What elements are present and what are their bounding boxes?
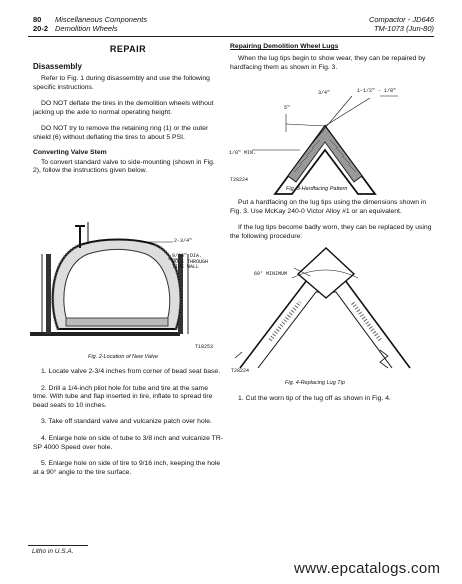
section-title: Miscellaneous Components <box>55 15 148 24</box>
lugs-para-2: Put a hardfacing on the lug tips using the dimensions shown in Fig. 3. Use McKay 240-0 Victor Alloy #1 or an equivalent. <box>230 199 427 215</box>
fig2-label-b3: TIRE WALL <box>172 264 200 270</box>
lugs-para-3: If the lug tips become badly worn, they can be replaced by using the following procedure: <box>230 224 432 240</box>
manual-id: TM-1073 <box>373 24 404 33</box>
converting-heading: Converting Valve Stem <box>33 148 107 156</box>
footer-rule <box>28 545 88 546</box>
fig2-code: T18253 <box>195 344 214 350</box>
fig2-tire-cross-section <box>28 214 208 354</box>
disassembly-para-2: DO NOT deflate the tires in the demolition wheels without jacking up the axle to normal operating height. <box>33 100 214 116</box>
manual-date: (Jun-80) <box>406 24 434 33</box>
header-right <box>369 15 434 33</box>
step-1: 1. Locate valve 2-3/4 inches from corner of bead seat base. <box>41 368 221 375</box>
left-column <box>33 40 223 176</box>
step-2: 2. Drill a 1/4-inch pilot hole for tube and tire at the same time. With tube and flap inserted in tire, inflate to spread tire bead seats to 10 inches. <box>33 384 213 409</box>
subsection-title: Demolition Wheels <box>55 24 118 33</box>
fig4-code: T28224 <box>231 368 250 374</box>
right-text-middle <box>230 199 432 241</box>
fig3-hardfacing-diagram <box>230 84 430 194</box>
converting-para: To convert standard valve to side-mounting (shown in Fig. 2), follow the instructions given below. <box>33 158 215 175</box>
page-number: 80 <box>33 15 42 24</box>
fig3-code: T28224 <box>230 177 249 183</box>
machine-name: Compactor - JD646 <box>368 15 434 24</box>
litho-note: Litho in U.S.A. <box>32 548 74 555</box>
left-steps <box>33 368 223 477</box>
disassembly-para-3: DO NOT try to remove the retaining ring (1) or the outer shield (6) without deflating the tires to about 5 PSI. <box>33 125 209 141</box>
lugs-step-1: 1. Cut the worn tip of the lug off as shown in Fig. 4. <box>238 395 391 402</box>
fig3-dim-b: 3/4" <box>318 90 331 96</box>
disassembly-para-1: Refer to Fig. 1 during disassembly and use the following specific instructions. <box>33 75 210 91</box>
fig3-dim-d: 1/8" MIN. <box>229 150 257 156</box>
fig2-caption: Fig. 2-Location of New Valve <box>88 354 159 360</box>
fig4-caption: Fig. 4-Replacing Lug Tip <box>285 380 345 386</box>
watermark: www.epcatalogs.com <box>294 560 441 577</box>
header-left <box>33 15 147 33</box>
fig3-caption: Fig. 3-Hardfacing Pattern <box>286 186 348 192</box>
header-rule <box>28 36 434 37</box>
subsection-number: 20-2 <box>33 24 49 33</box>
fig3-dim-c: 5" <box>284 105 291 111</box>
lugs-heading: Repairing Demolition Wheel Lugs <box>230 43 339 50</box>
disassembly-heading: Disassembly <box>33 62 82 71</box>
right-column <box>230 40 430 72</box>
fig2-label-b <box>172 254 208 271</box>
right-step <box>230 395 432 404</box>
fig2-label-b1: 9/16" DIA. <box>172 253 203 259</box>
lugs-para-1: When the lug tips begin to show wear, they can be repaired by hardfacing them as shown in Fig. 3. <box>230 55 426 71</box>
step-5: 5. Enlarge hole on side of tire to 9/16 inch, keeping the hole at a 90° angle to the tire surface. <box>33 460 221 476</box>
step-3: 3. Take off standard valve and vulcanize patch over hole. <box>41 418 212 426</box>
fig3-dim-a: 1-1/2" - 1/8" <box>357 88 397 94</box>
step-4: 4. Enlarge hole on side of tube to 3/8 inch and vulcanize TR-SP 4000 Speed over hole. <box>33 434 223 451</box>
repair-title: REPAIR <box>109 44 147 54</box>
fig4-label: 60° MINIMUM <box>254 271 288 277</box>
fig4-lug-tip-diagram <box>230 240 430 370</box>
fig2-label-a: 2-3/4" <box>174 238 193 244</box>
fig2-label-b2: HOLE THROUGH <box>172 258 209 265</box>
